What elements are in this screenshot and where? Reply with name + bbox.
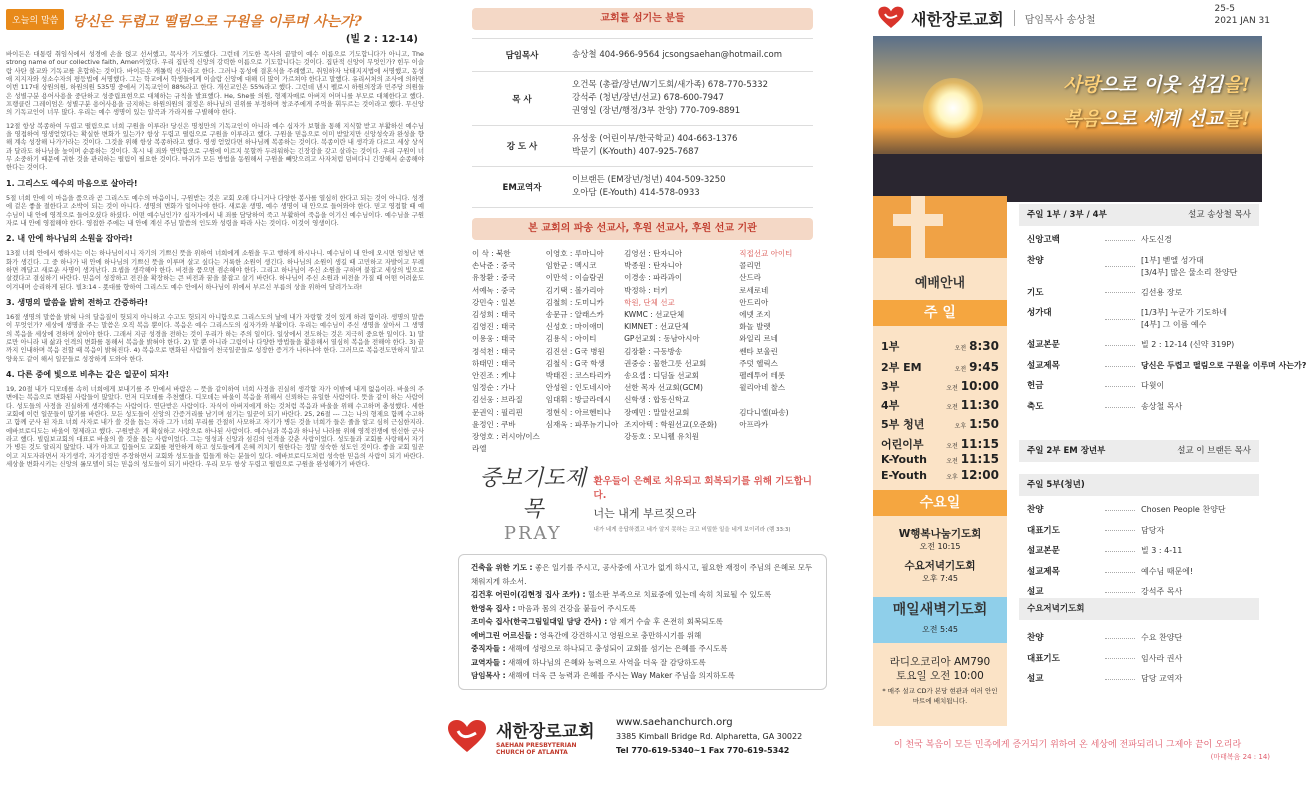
intro-paragraph: 바이든은 대통령 취임식에서 성경에 손을 얹고 선서했고, 목사가 기도했다. 그런데 기도한 목사의 끝말이 예수 이름으로 기도합니다가 아니고, The strong name of our collective faith, Amen이었다. 우리 집단적 신앙의 강력한 이름으로 기도합니다는 것이다. 집단적 신앙이 무엇인가? 힌두 이슬람 사탄 불교와 기독교를 혼합하는 것이다. 바이든은 캐톨릭 신자라고 한다. 그러나 동성애 결혼식을 주례했고, 취임하자 낙태지지법에 서명했고, 동성애 지지자와 성소수자의 평등법에 서명했다. 그는 학교에서 학생들에게 이슬람 신앙에 대해 더 많이 가르쳐야 한다고 말했다. 유리서처의 조사에 의하면 이번 117대 상원의원, 하원의원 535명 중에서 기독교인이 88%라고 한다. 개신교인은 55%라고 했다. 그런데 낸시 펠로시 하원의장과 민주당 의원들은 성별구분 용어사용을 중단하고 성중립표현으로 대체하는 규칙을 발표했다. He, She를 의원, 형제자매로 아버지 어머니를 부모로 대체한다고 했다. 프랭클린 그레이엄은 성별구분 용어사용을 금지하는 하원의원의 결정은 하나님의 권위를 부정하며 창조주에게 주먹을 휘두르는 것이라고 했다. 무신앙의 기독교인이 너무 많다. 우리는 예수 생명이 있는 알곡과 가라지를 구별해야 한다. [6,50,424,117]
staff-row [472,126,813,167]
missionary-entry: KWMC : 선교단체 [624,310,685,320]
prayer-verse-title: 너는 내게 부르짖으라 [593,506,697,520]
service-time-row: 2부 EM 오전 9:45 [881,360,999,374]
missionary-entry: 에넷 조지 [739,310,771,320]
order-item: 신앙고백 사도신경 [1027,235,1172,245]
pray-logo-korean: 중보기도제목 [479,466,586,523]
wednesday-header: 수요일 [873,490,1007,516]
staff-line: 이브랜든 (EM장년/청년) 404-509-3250 [572,175,726,185]
order-item: 찬양 Chosen People 찬양단 [1027,505,1226,515]
staff-line: 유성웅 (어린이부/한국학교) 404-663-1376 [572,134,738,144]
footer-verse: 이 천국 복음이 모든 민족에게 증거되기 위하여 온 세상에 전파되리니 그제야 끝이 오리라 [893,740,1242,750]
prayer-item: 조미숙 집사(한국그림일대일 담당 간사) : 암 제거 수술 후 온전히 회복되도록 [471,617,723,627]
missionary-entry: 송요셉 : 디딤돌 선교회 [624,371,699,381]
missionary-entry: 화놀 발렛 [739,322,771,332]
order-item: 헌금 다윗이 [1027,381,1165,392]
missionary-entry: 안성원 : 인도네시아 [545,383,611,393]
prayer-item: 중직자들 : 새해에 성령으로 하나되고 충성되이 교회를 섬기는 은혜를 주시도록 [471,644,728,654]
radio-time: 토요일 오전 10:00 [896,670,984,682]
wed-service-time: 오전 10:15 [919,542,961,551]
section-text: 13절 너희 안에서 행하시는 이는 하나님이시니 자기의 기쁘신 뜻을 위하여 너희에게 소원을 두고 행하게 하시나니. 예수님이 내 안에 오시면 엄청난 변화가 생긴다. 그 중 하나가 내 안에 하나님의 기쁘신 뜻을 이루며 살고 싶다는 거룩한 소원이 생긴다. 하나님의 소원이 생길 때 고민하고 자발이고 무례하면 깨달고 새로운 사명이 생겨난다. 요셉을 생각해야 한다. 비전을 품으면 겸손해야 한다. 그리고 하나님이 주신 소원을 구하며 붙잡고 세상의 빛으로 살겠다고 결심하기 바란다. 믿음이 성장하고 전진을 확장하는 큰 비전과 꿈을 붙잡고 살기 바란다. 하나님이 주신 소원과 비전을 가질 때 어떤 어려움도 이겨내며 승리하게 된다. 빌3:14 - 푯대를 향하여 그리스도 예수 안에서 하나님이 위에서 부르신 부름의 상을 위하여 달려가노라! [6,249,424,291]
missionary-entry: 학원, 단체 선교 [624,297,675,307]
missionary-entry: 쎈타 보울린 [739,346,778,356]
missionary-entry: 박종원 : 탄자니아 [624,261,683,271]
missionary-entry: 김장환 : 극동방송 [624,346,683,356]
section-heading: 2. 내 안에 하나님의 소원을 잡아라! [6,234,133,244]
missionary-entry: 하태민 : 태국 [472,358,516,368]
sermon-reference: (빌 2 : 12-14) [345,34,418,45]
prayer-header [472,461,813,544]
cross-graphic [873,196,1007,258]
church-english-name: SAEHAN PRESBYTERIAN [496,742,577,750]
missionary-entry: 콜리먼 [739,261,762,271]
missionary-entry: 김영선 : 탄자니아 [624,249,683,258]
order-value: [1/3부] 누군가 기도하네 [4부] 그 이름 예수 [1141,308,1228,330]
missionary-entry: GP선교회 : 동남아시아 [624,334,700,344]
sermon-body [6,50,424,468]
sunset-sun [923,78,983,138]
intro-paragraph: 12절 항상 복종하여 두렵고 떨림으로 너희 구원을 이루라! 당신은 명칭만의 기독교인이 아니라 예수 십자가 보혈을 통해 지식할 받고 부활하신 예수님을 영접하여 영생얻었다는 확실한 변화가 있는가? 항상 두렵고 떨림으로 구원을 이루라고 했다. 구원을 믿음으로 이미 받았지만 신앙성숙과 완성을 향해 계속 성장해 나가가라는 것이다. 그것을 위해 항상 복종하라고 했다. 영생 얻었다면 하나님께 복종하는 것이다. 복종이란 내 생각과 다르고 세상 상식과 달라도 하나님을 높이며 순종하는 것이다. 혹시 내 죄와 연약함으로 구원에 이르지 못할까 두려워하는 긴장감을 갖고 살라는 것이다. 우리 구원이 너무 소중하기 때문에 귀한 것을 관리하는 떨림이 필요한 것이다. 마귀가 모든 방법을 동원해서 구원을 빼앗으려고 사자처럼 덤비다니 긴장해서 순종해야 한다는 것이다. [6,121,424,172]
missionary-entry: 강동호 : 모니웰 유치원 [624,432,699,442]
prayer-item: 건축을 위한 기도 : 좋은 일기를 주시고, 공사중에 사고가 없게 하시고, 필요한 재정이 주님의 은혜로 모두 채워지게 하소서. [471,563,813,586]
church-name: 새한장로교회 [496,722,595,743]
missionary-entry: 송문규 : 알래스카 [545,310,604,320]
staff-title-bar: 교회를 섬기는 분들 [472,8,813,30]
staff-row [472,167,813,208]
missionary-entry: 산드라 [739,273,762,283]
missionary-entry: 김진선 : G국 병원 [545,346,605,356]
missionary-entry: 박태진 : 코스타리카 [545,371,611,381]
missionary-entry: 박정하 : 터키 [624,285,668,295]
missionary-entry: 김용식 : 아이티 [545,334,597,344]
section-text: 16절 생명의 말씀을 밝혀 나의 달음질이 헛되지 아니하고 수고도 헛되지 아니함으로 그리스도의 날에 내가 자랑할 것이 있게 하려 함이라. 생명의 말씀이 무엇인가? 세상에 생명을 주는 말씀은 오직 복음 뿐이다. 복음은 예수 그리스도의 십자가와 부활이다. 우리는 예수님이 주신 생명을 살아서 그 생명의 복음을 세상에 전하며 살아야 한다. 그래서 지금 성경을 전하는 것이 우리가 하는 주의 일이다. 일상에서 전도하는 것은 지극히 중요한 일이다. 1) 말로만 아니라 내 삶과 인격의 변화를 통해서 복음을 밝혀야 한다. 2) 말 뿐 아니라 그림이나 다양한 방법들을 활용해서 열심히 복음을 전해야 한다. 3) 끝까지 인내하며 복음 전할 때 복음이 밝혀진다. 4) 복음으로 변화된 사람들이 천국일꾼들로 성장한 증거가 나타나야 한다. 그러므로 복음전도만하지 말고 양육도 같이 해서 일꾼들로 성장하게 도와야 한다. [6,312,425,363]
missionary-entry: 김성희 : 태국 [472,310,516,320]
missionary-entry: 서예녹 : 중국 [472,285,516,295]
missionary-entry: 주덧 헬릭스 [739,358,778,368]
order-item: 설교 강석주 목사 [1027,587,1183,598]
church-footer [446,716,855,758]
sermon-title: 당신은 두렵고 떨림으로 구원을 이루며 사는가? [72,14,362,30]
wed-service-time: 오후 7:45 [922,574,958,583]
order-item: 기도 김선용 장로 [1027,287,1183,298]
radio-info: 라디오코리아 AM790 [889,656,991,668]
wed-service: W행복나눔기도회 [898,528,982,540]
missionary-entry [739,394,813,406]
prayer-verse: 내가 네게 응답하겠고 네가 알지 못하는 크고 비밀한 일을 네게 보이리라 (렘 33:3) [593,526,791,533]
staff-role: 목 사 [512,94,532,105]
slogan: 사랑으로 이웃 섬김을! 복음으로 세계 선교를! [1063,74,1250,130]
staff-role: EM교역자 [502,183,542,193]
service-time-row: 어린이부 오전 11:15 [881,437,999,451]
wed-service: 수요저녁기도회 [904,560,976,572]
staff-line: 송상철 404-966-9564 jcsongsaehan@hotmail.com [572,50,783,60]
staff-line: 강석주 (청년/장년/선교) 678-600-7947 [572,93,724,103]
order-item: 찬양 수요 찬양단 [1027,633,1183,643]
missionary-entry: 김기택 : 볼가리아 [545,285,604,295]
sunday-header: 주 일 [873,300,1007,326]
radio-note: * 매주 설교 CD가 본당 현관과 여러 안인 마트에 배치됩니다. [882,687,998,705]
issue-date: 2021 JAN 31 [1214,16,1270,26]
church-english-name: CHURCH OF ATLANTA [496,749,568,757]
church-logo-icon [877,6,905,30]
footer-verse-ref: (마태복음 24 : 14) [1210,753,1270,761]
missionary-entry: 임정순 : 가나 [472,383,516,393]
missionary-entry: 김선웅 : 브라질 [472,395,523,405]
missionary-entry: 김영진 : 태국 [472,322,516,332]
church-phone: Tel 770-619-5340~1 Fax 770-619-5342 [616,745,790,755]
church-logo-icon [446,719,488,755]
dawn-prayer-time: 오전 5:45 [922,625,958,634]
prayer-item: 한영옥 집사 : 마음과 몸의 건강을 붙들어 주시도록 [471,603,637,613]
missionary-entry: 직접선교 아이티 [739,249,793,258]
prayer-list [458,554,827,690]
section-text: 5절 너희 안에 이 마음을 품으라 곧 그리스도 예수의 마음이니, 구원받는 것은 교회 오래 다니거나 다양한 봉사를 열심히 한다고 되는 것이 아니다. 성경에 겉은 좋을 절한다고 소박이 되는 것이 아니다. 생명의 변화가 일어나야 한다. 새로운 생명, 예수 생명이 내 안으로 들어와야 한다. 믿고 영접할 때 예수님이 내 안에 영적으로 들어오셨다 하셨다. 어떤 예수님인가? 십자가에서 내 죄를 담당하여 죽고 부활하여 죽음을 이기신 예수님이다. 예수님을 구원자로 내 안에 영접해야 한다. 영접한 주에는 내 안에 계신 주님 말씀의 인도와 성령을 따라 사는 것이다. 이것이 영생이다. [6,193,424,227]
missionary-entry: KIMNET : 선교단체 [624,322,689,332]
masthead [855,0,1280,36]
prayer-item: 교역자들 : 새해에 하나님의 은혜와 능력으로 사역을 더욱 잘 감당하도록 [471,657,706,667]
staff-line: 오아담 (E-Youth) 414-578-0933 [572,188,700,198]
service-time-row: K-Youth 오전 11:15 [881,452,999,466]
website-link[interactable]: www.saehanchurch.org [616,716,733,728]
worship-title: 예배안내 [914,276,966,291]
missionary-entry: 이용웅 : 태국 [472,334,516,344]
missionary-entry: 문권익 : 필리핀 [472,407,523,417]
missionary-entry: 윤정인 : 쿠바 [472,419,516,429]
section-heading: 4. 다른 중에 빛으로 비추는 같은 일꾼이 되자! [6,369,170,379]
staff-line: 오건목 (총괄/장년/W기도회/새가족) 678-770-5332 [572,80,768,90]
prayer-item: 에버그린 어르신들 : 영육간에 강건하시고 영원으로 충만하시기를 위해 [471,630,702,640]
service-time-row: 3부 오전 10:00 [881,379,999,393]
service-time-row: 5부 청년 오후 1:50 [881,417,999,431]
hill-silhouette [873,154,1262,202]
order-item: 대표기도 임사라 권사 [1027,653,1183,664]
missionary-entry: 선한 목자 선교회(GCM) [624,383,703,393]
missionary-entry: 정현식 : 아르헨티나 [545,407,611,417]
staff-role: 담임목사 [505,51,539,61]
missionary-entry: 김철식 : G국 학생 [545,358,605,368]
order-item: 성가대 [1/3부] 누군가 기도하네 [4부] 그 이름 예수 [1027,308,1228,330]
service-order-2: 주일 2부 EM 장년부 설교 이 브랜든 목사 [1019,440,1259,462]
missionary-entry: 김철희 : 도미니카 [545,297,604,307]
section-heading: 1. 그리스도 예수의 마음으로 살아라! [6,178,138,188]
missionary-entry: 이경송 : 파라과이 [624,273,683,283]
service-order-4: 수요저녁기도회 찬양 수요 찬양단 대표기도 임사라 권사 설교 담당 교역자 [1019,598,1259,690]
pray-logo-english: PRAY [503,523,562,545]
staff-row [472,72,813,126]
church-address: 3385 Kimball Bridge Rd. Alpharetta, GA 30022 [616,731,803,741]
prayer-item: 담임목사 : 새해에 더욱 큰 능력과 은혜를 주시는 Way Maker 주님을 의지하도록 [471,671,735,681]
staff-mission-panel [430,0,855,792]
issue-number: 25-5 [1214,4,1235,14]
section-heading: 3. 생명의 말씀을 밝히 전하고 간증하라! [6,297,149,307]
service-order-1: 주일 1부 / 3부 / 4부 설교 송상철 목사 신앙고백 사도신경 찬양 [1부] 벧엘 성가대 [3/4부] 많은 물소리 찬양단 기도 김선용 장로 성가대 [1/3부] 누군가 기도하네 [4부] 그 이름 예수 설교본문 빌 2 : 12-14 (신약 319P) 설교제목 당신은 두렵고 떨림으로 구원을 이루며 사는가? 헌금 다윗이 축도 송상철 목사 [1019,204,1259,418]
missionary-entry: 이영호 : 루마니아 [545,249,604,258]
missionary-entry: 조지아텍 : 학원선교(오준화) [624,419,717,429]
missionary-entry: 신성호 : 마이애미 [545,322,604,332]
missionary-entry: 임한군 : 멕시코 [545,261,597,271]
missionary-entry: 장영호 : 러시아/이스라엘 [472,432,540,454]
order-item: 설교 담당 교역자 [1027,674,1183,685]
service-time-row: 1부 오전 8:30 [881,339,999,353]
missionary-entry: 이 삭 : 북한 [472,249,511,258]
staff-line: 박문기 (K-Youth) 407-925-7687 [572,147,699,157]
order-item: 설교제목 당신은 두렵고 떨림으로 구원을 이루며 사는가? [1027,360,1306,371]
missionary-entry: 펠레투어 테롯 [739,371,786,381]
worship-info-panel [855,0,1306,792]
missionary-entry: 이만석 : 이슬람권 [545,273,604,283]
service-time-row: 4부 오전 11:30 [881,398,999,412]
missionary-entry: 권중승 : 물한그릇 선교회 [624,358,707,368]
order-value: [1부] 벧엘 성가대 [3/4부] 많은 물소리 찬양단 [1141,255,1238,277]
missionary-entry: 임대휘 : 방글라데시 [545,395,611,405]
order-item: 찬양 [1부] 벧엘 성가대 [3/4부] 많은 물소리 찬양단 [1027,255,1238,277]
missionary-entry: 안진조 : 케냐 [472,371,516,381]
missionary-entry: 심재욱 : 파푸뉴기니아 [545,419,619,429]
hero-banner [873,36,1262,202]
staff-row [472,39,813,72]
service-order-3: 주일 5부(청년) 찬양 Chosen People 찬양단 대표기도 담당자 설교본문 빌 3 : 4-11 설교제목 예수님 때문에! 설교 강석주 목사 [1019,474,1259,603]
missionary-entry: 윌리아네 찰스 [739,383,786,393]
missionary-entry: 신학생 : 합동신학교 [624,395,690,405]
pastor-name: 담임목사 송상철 [1024,14,1096,26]
missionary-entry: 김다니엘(파송) [739,407,789,417]
missionary-entry: 손낙준 : 중국 [472,261,516,271]
staff-table [472,38,813,208]
missionary-entry: 유창환 : 중국 [472,273,516,283]
order-item: 설교본문 빌 3 : 4-11 [1027,546,1183,557]
sermon-panel [0,0,430,792]
church-name: 새한장로교회 [911,9,1004,29]
prayer-headline: 환우들이 은혜로 치유되고 회복되기를 위해 기도합니다. [593,475,812,501]
missionary-list [472,248,813,455]
staff-role: 강 도 사 [506,142,538,152]
service-time-row: E-Youth 오후 12:00 [881,468,999,482]
prayer-item: 김건후 어린이(김현정 집사 조카) : 혈소판 부족으로 치료중에 있는데 속히 치료될 수 있도록 [471,590,772,600]
missionary-entry: 강민숙 : 일본 [472,297,516,307]
order-item: 설교제목 예수님 때문에! [1027,566,1194,577]
order-item: 축도 송상철 목사 [1027,401,1183,412]
missionary-entry: 안드리아 [739,297,769,307]
missionary-entry: 정석천 : 태국 [472,346,516,356]
staff-line: 권영일 (장년/행정/3부 찬양) 770-709-8891 [572,106,741,116]
missionary-entry: 와일리 르네 [739,334,778,344]
missionary-entry: 장예민 : 말알선교회 [624,407,690,417]
todays-word-tag: 오늘의 말씀 [6,9,64,30]
dawn-prayer-header: 매일새벽기도회 [873,597,1007,643]
missionary-entry: 아프라카 [739,419,769,429]
section-text: 19, 20절 내가 디모데를 속히 너희에게 보내기를 주 안에서 바람은 -- 뜻을 같이하여 너희 사정을 진실히 생각할 자가 이밖에 내게 없음이라. 바울의 주변에는 복음으로 변화된 사람들이 많았다. 먼저 디모데를 추천했다. 디모데는 바울이 복음을 위해서 신뢰하는 유일한 사람이다. 뜻을 같이 하는 사람이다. 성도들의 사정을 진실하게 생각해주는 사람이다. 연단받은 사람이다. 자식이 아버지에게 하는 것처럼 복음과 바울을 위해 수고하며 충성했다. 세한교회에 이런 일꾼들이 많기를 바란다. 모든 성도들이 신앙의 간증거리를 남기며 섬기는 일꾼이 되기 바란다. 25, 26절 --- 그는 나의 형제요 함께 수고하고 함께 군사 된 자요 너희 사자로 내가 쓸 것을 돕는 자라 그가 너희 무리를 간절히 사모하고 자기가 병든 것을 너희가 들은 줄을 알고 심히 근심한지라. 에바브로디도는 바울이 형제라고 했다. 구원받은 게 확실하고 사랑으로 하나된 사람이다. 예수님과 복음과 하나님 나라를 위해 영적전쟁에 헌신한 군사라고 했다. 빌립보교회의 대표로 바울의 쓸 것을 돕는 사람이었다. 그는 영성과 신앙과 섬김의 인격을 갖춘 사람이었다. 성도들과 교회를 사랑해서 자기가 병든 것도 알리지 않았다. 내가 아프고 힘들어도 교회를 평안하게 하고 성도들에게 은혜 끼치기 원한다는 정말 성숙한 성도인 것이다. 좋을 교회 일꾼이고 지도자라면서 자기생각, 자기감정만 주장하면서 교회와 성도들을 힘들게 하는 분들이 있다. 에바브로디도처럼 성숙한 믿음의 사람이 되기 바란다. 세상을 변화시키는 신앙의 롤모델이 되는 믿음의 성도들이 되기 바란다. 우리 모두 항상 두렵고 떨림으로 구원을 완성해가기 바란다. [6,384,424,469]
mission-title-bar: 본 교회의 파송 선교사, 후원 선교사, 후원 선교 기관 [472,218,813,240]
order-item: 설교본문 빌 2 : 12-14 (신약 319P) [1027,340,1235,351]
worship-schedule [873,196,1007,726]
order-item: 대표기도 담당자 [1027,525,1165,536]
missionary-entry: 로세로네 [739,285,769,295]
pray-logo [472,461,594,544]
